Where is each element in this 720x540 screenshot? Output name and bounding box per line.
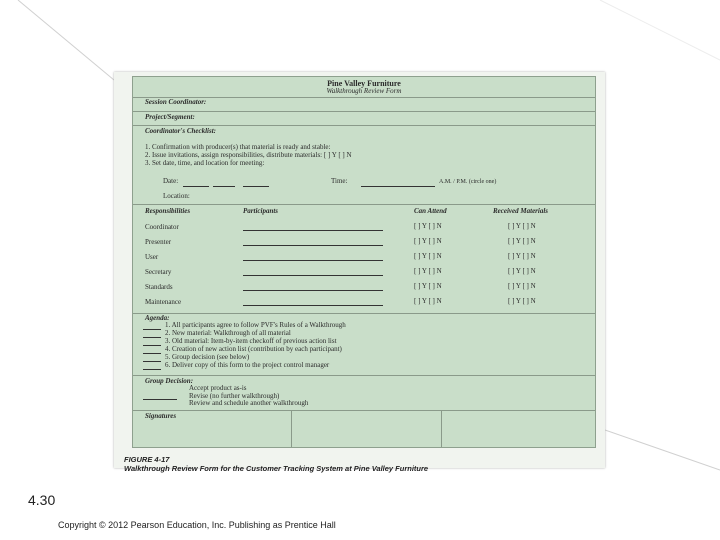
role-label: User <box>145 253 159 261</box>
role-label: Standards <box>145 283 173 291</box>
column-header-participants: Participants <box>243 207 279 215</box>
received-materials-checkbox: [ ] Y [ ] N <box>508 237 536 245</box>
column-header-received-materials: Received Materials <box>493 207 549 215</box>
received-materials-checkbox: [ ] Y [ ] N <box>508 267 536 275</box>
divider <box>133 111 595 112</box>
role-label: Coordinator <box>145 223 179 231</box>
participant-line <box>243 260 383 261</box>
received-materials-checkbox: [ ] Y [ ] N <box>508 282 536 290</box>
time-field <box>361 186 435 187</box>
agenda-checkline <box>143 345 161 346</box>
agenda-item: 3. Old material: Item-by-item checkoff of previous action list <box>165 337 337 345</box>
agenda-checkline <box>143 329 161 330</box>
can-attend-checkbox: [ ] Y [ ] N <box>414 267 442 275</box>
participant-line <box>243 305 383 306</box>
received-materials-checkbox: [ ] Y [ ] N <box>508 297 536 305</box>
date-field <box>243 186 269 187</box>
am-pm-label: A.M. / P.M. (circle one) <box>439 179 497 185</box>
agenda-item: 1. All participants agree to follow PVF's Rules of a Walkthrough <box>165 321 346 329</box>
decision-checkline <box>143 399 177 400</box>
date-field <box>213 186 235 187</box>
can-attend-checkbox: [ ] Y [ ] N <box>414 222 442 230</box>
figure-number: FIGURE 4-17 <box>124 455 170 464</box>
received-materials-checkbox: [ ] Y [ ] N <box>508 252 536 260</box>
column-header-can-attend: Can Attend <box>414 207 447 215</box>
agenda-checkline <box>143 337 161 338</box>
agenda-item: 2. New material: Walkthrough of all material <box>165 329 291 337</box>
participant-line <box>243 230 383 231</box>
decision-option: Review and schedule another walkthrough <box>189 399 309 407</box>
walkthrough-review-form <box>132 76 596 448</box>
can-attend-checkbox: [ ] Y [ ] N <box>414 282 442 290</box>
signature-box-divider <box>441 410 442 447</box>
checklist-heading: Coordinator's Checklist: <box>145 127 216 135</box>
agenda-item: 4. Creation of new action list (contribution by each participant) <box>165 345 342 353</box>
participant-line <box>243 290 383 291</box>
agenda-heading: Agenda: <box>145 314 170 322</box>
session-coordinator-label: Session Coordinator: <box>145 98 207 106</box>
divider <box>133 313 595 314</box>
received-materials-checkbox: [ ] Y [ ] N <box>508 222 536 230</box>
signature-box-divider <box>291 410 292 447</box>
can-attend-checkbox: [ ] Y [ ] N <box>414 252 442 260</box>
can-attend-checkbox: [ ] Y [ ] N <box>414 297 442 305</box>
divider <box>133 410 595 411</box>
participant-line <box>243 245 383 246</box>
role-label: Presenter <box>145 238 172 246</box>
role-label: Secretary <box>145 268 172 276</box>
date-field <box>183 186 209 187</box>
group-decision-heading: Group Decision: <box>145 377 194 385</box>
signatures-label: Signatures <box>145 412 177 420</box>
checklist-item: 2. Issue invitations, assign responsibilities, distribute materials: [ ] Y [ ] N <box>145 151 352 159</box>
figure-caption <box>124 455 428 473</box>
decision-option: Revise (no further walkthrough) <box>189 392 280 400</box>
checklist-item: 3. Set date, time, and location for meeting: <box>145 159 265 167</box>
copyright-text: Copyright © 2012 Pearson Education, Inc. Publishing as Prentice Hall <box>58 520 336 530</box>
decision-option: Accept product as-is <box>189 384 247 392</box>
date-label: Date: <box>163 177 179 185</box>
agenda-checkline <box>143 361 161 362</box>
checklist-item: 1. Confirmation with producer(s) that material is ready and stable: <box>145 143 331 151</box>
divider <box>133 204 595 205</box>
role-label: Maintenance <box>145 298 182 306</box>
figure-caption-text: Walkthrough Review Form for the Customer Tracking System at Pine Valley Furniture <box>124 464 429 473</box>
location-label: Location: <box>163 192 190 200</box>
project-segment-label: Project/Segment: <box>145 113 195 121</box>
agenda-checkline <box>143 353 161 354</box>
column-header-responsibilities: Responsibilities <box>145 207 191 215</box>
form-title: Pine Valley Furniture <box>327 79 401 88</box>
divider <box>133 375 595 376</box>
divider <box>133 125 595 126</box>
agenda-checkline <box>143 369 161 370</box>
time-label: Time: <box>331 177 348 185</box>
slide-number: 4.30 <box>28 492 56 508</box>
participant-line <box>243 275 383 276</box>
agenda-item: 5. Group decision (see below) <box>165 353 250 361</box>
can-attend-checkbox: [ ] Y [ ] N <box>414 237 442 245</box>
agenda-item: 6. Deliver copy of this form to the project control manager <box>165 361 330 369</box>
scanned-figure <box>114 72 605 473</box>
form-subtitle: Walkthrough Review Form <box>326 87 402 95</box>
